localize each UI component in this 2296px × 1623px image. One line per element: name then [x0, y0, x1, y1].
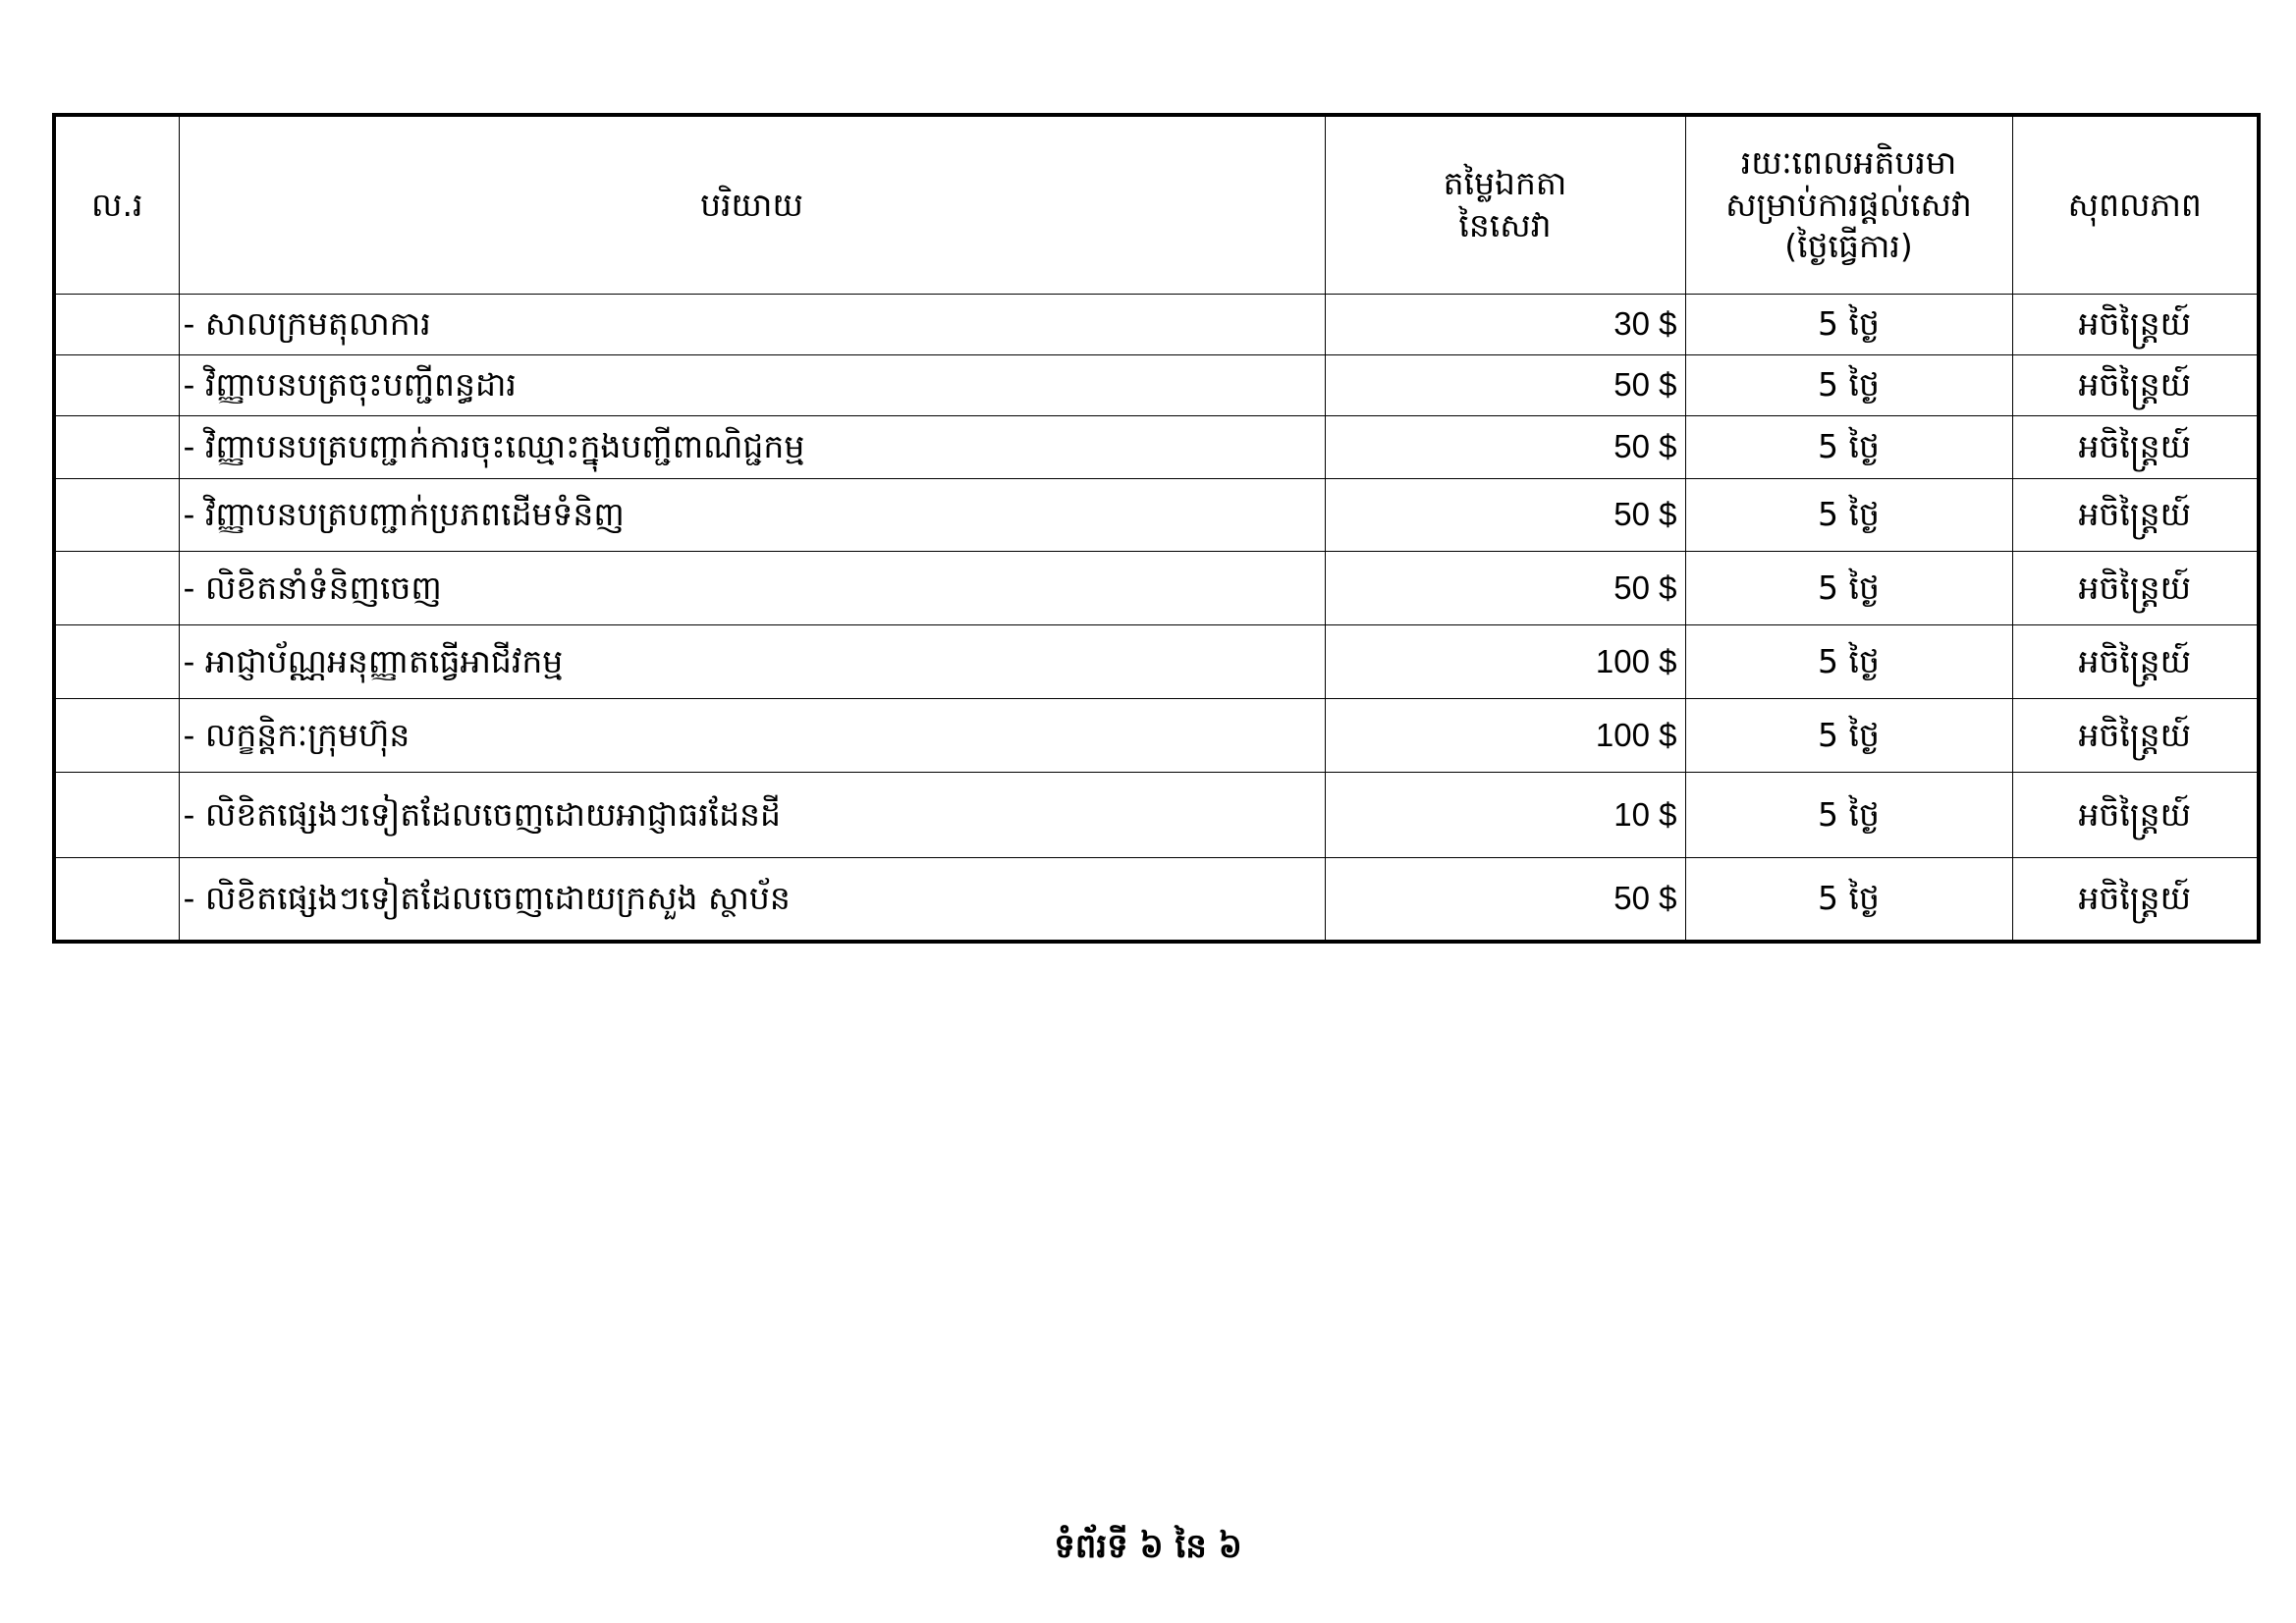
row-duration: 5 ថ្ងៃ: [1685, 479, 2012, 552]
row-unit-price: 10 $: [1325, 773, 1685, 858]
table-header-row: [54, 115, 2259, 295]
row-description: - វិញ្ញាបនបត្របញ្ជាក់ប្រភពដើមទំនិញ: [179, 479, 1325, 552]
table-row: [54, 355, 2259, 416]
table-row: [54, 625, 2259, 699]
row-duration: 5 ថ្ងៃ: [1685, 858, 2012, 942]
header-number: ល.រ: [54, 115, 179, 295]
header-max-duration-line-1: រយៈពេលអតិបរមា: [1740, 142, 1957, 182]
row-unit-price: 50 $: [1325, 416, 1685, 479]
row-duration: 5 ថ្ងៃ: [1685, 355, 2012, 416]
row-unit-price: 50 $: [1325, 552, 1685, 625]
row-unit-price: 50 $: [1325, 858, 1685, 942]
row-number: [54, 355, 179, 416]
table-row: [54, 773, 2259, 858]
row-duration: 5 ថ្ងៃ: [1685, 416, 2012, 479]
row-unit-price: 50 $: [1325, 355, 1685, 416]
row-description: - លិខិតផ្សេងៗទៀតដែលចេញដោយអាជ្ញាធរដែនដី: [179, 773, 1325, 858]
row-description: - វិញ្ញាបនបត្រចុះបញ្ជីពន្ធដារ: [179, 355, 1325, 416]
row-duration: 5 ថ្ងៃ: [1685, 625, 2012, 699]
row-description: - លក្ខន្តិកៈក្រុមហ៊ុន: [179, 699, 1325, 773]
header-unit-price-line-2: នៃសេវា: [1458, 206, 1552, 244]
row-validity: អចិន្ត្រៃយ៍: [2012, 858, 2259, 942]
row-number: [54, 416, 179, 479]
row-description: - លិខិតនាំទំនិញចេញ: [179, 552, 1325, 625]
row-validity: អចិន្ត្រៃយ៍: [2012, 355, 2259, 416]
table-row: [54, 416, 2259, 479]
row-duration: 5 ថ្ងៃ: [1685, 699, 2012, 773]
table-row: [54, 552, 2259, 625]
header-max-duration-line-2: សម្រាប់ការផ្តល់សេវា: [1725, 185, 1972, 224]
row-unit-price: 50 $: [1325, 479, 1685, 552]
header-max-duration-line-3: (ថ្ងៃធ្វើការ): [1784, 227, 1913, 266]
row-number: [54, 773, 179, 858]
row-validity: អចិន្ត្រៃយ៍: [2012, 416, 2259, 479]
row-number: [54, 295, 179, 355]
header-description: បរិយាយ: [179, 115, 1325, 295]
row-validity: អចិន្ត្រៃយ៍: [2012, 625, 2259, 699]
row-validity: អចិន្ត្រៃយ៍: [2012, 295, 2259, 355]
row-description: - លិខិតផ្សេងៗទៀតដែលចេញដោយក្រសួង ស្ថាប័ន: [179, 858, 1325, 942]
table-row: [54, 295, 2259, 355]
page-number-footer: ទំព័រទី ៦ នៃ ៦: [1054, 1527, 1242, 1566]
header-unit-price-line-1: តម្លៃឯកតា: [1443, 164, 1567, 203]
row-validity: អចិន្ត្រៃយ៍: [2012, 552, 2259, 625]
header-validity: សុពលភាព: [2012, 115, 2259, 295]
header-max-duration: [1685, 115, 2012, 295]
service-fee-table: [52, 113, 2261, 944]
row-duration: 5 ថ្ងៃ: [1685, 552, 2012, 625]
row-unit-price: 100 $: [1325, 625, 1685, 699]
table-row: [54, 858, 2259, 942]
row-description: - អាជ្ញាប័ណ្ណអនុញ្ញាតធ្វើអាជីវកម្ម: [179, 625, 1325, 699]
row-validity: អចិន្ត្រៃយ៍: [2012, 479, 2259, 552]
row-validity: អចិន្ត្រៃយ៍: [2012, 773, 2259, 858]
row-number: [54, 858, 179, 942]
row-number: [54, 552, 179, 625]
row-description: - សាលក្រមតុលាការ: [179, 295, 1325, 355]
row-unit-price: 30 $: [1325, 295, 1685, 355]
row-unit-price: 100 $: [1325, 699, 1685, 773]
row-validity: អចិន្ត្រៃយ៍: [2012, 699, 2259, 773]
row-duration: 5 ថ្ងៃ: [1685, 773, 2012, 858]
row-description: - វិញ្ញាបនបត្របញ្ជាក់ការចុះឈ្មោះក្នុងបញ្ជីពាណិជ្ជកម្ម: [179, 416, 1325, 479]
row-duration: 5 ថ្ងៃ: [1685, 295, 2012, 355]
row-number: [54, 699, 179, 773]
row-number: [54, 625, 179, 699]
header-unit-price: [1325, 115, 1685, 295]
table-row: [54, 479, 2259, 552]
table-row: [54, 699, 2259, 773]
row-number: [54, 479, 179, 552]
